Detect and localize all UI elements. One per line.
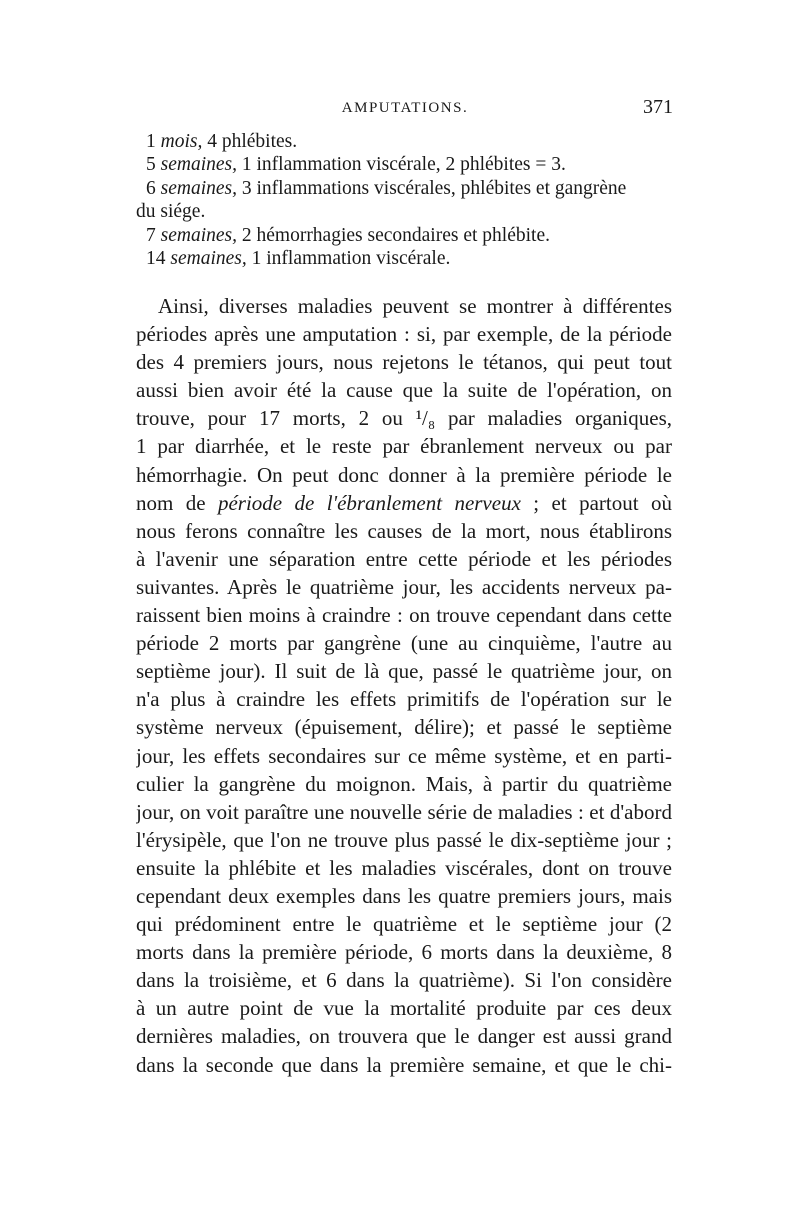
paragraph-line: l'érysipèle, que l'on ne trouve plus passé le dix-septième jour ; bbox=[136, 827, 672, 852]
body-paragraph bbox=[136, 292, 672, 1079]
list-line bbox=[136, 224, 672, 247]
list-unit: semaines, bbox=[160, 224, 237, 246]
list-line bbox=[136, 200, 672, 223]
list-number: 1 bbox=[146, 131, 156, 152]
list-text: du siége. bbox=[136, 201, 206, 223]
paragraph-line: périodes après une amputation : si, par exemple, de la période bbox=[136, 322, 672, 347]
paragraph-line: dans la seconde que dans la première semaine, et que le chi- bbox=[136, 1052, 672, 1077]
paragraph-line: ensuite la phlébite et les maladies viscérales, dont on trouve bbox=[136, 855, 672, 880]
list-line bbox=[136, 177, 672, 200]
list-text: 1 inflammation viscérale. bbox=[251, 247, 451, 269]
paragraph-line: cependant deux exemples dans les quatre premiers jours, mais bbox=[136, 883, 672, 908]
paragraph-line: à un autre point de vue la mortalité produite par ces deux bbox=[136, 996, 672, 1021]
list-unit: semaines, bbox=[160, 177, 237, 199]
paragraph-line: des 4 premiers jours, nous rejetons le tétanos, qui peut tout bbox=[136, 350, 672, 375]
paragraph-line: trouve, pour 17 morts, 2 ou ¹/₈ par maladies organiques, bbox=[136, 406, 672, 431]
paragraph-line: aussi bien avoir été la cause que la suite de l'opération, on bbox=[136, 378, 672, 403]
paragraph-line: système nerveux (épuisement, délire); et passé le septième bbox=[136, 715, 672, 740]
list-number: 5 bbox=[146, 154, 156, 176]
paragraph-line: culier la gangrène du moignon. Mais, à partir du quatrième bbox=[136, 771, 672, 796]
paragraph-line: jour, les effets secondaires sur ce même système, et en parti- bbox=[136, 743, 672, 768]
paragraph-line: hémorrhagie. On peut donc donner à la première période le bbox=[136, 462, 672, 487]
list-number: 6 bbox=[146, 177, 156, 199]
paragraph-line: suivantes. Après le quatrième jour, les accidents nerveux pa- bbox=[136, 574, 672, 599]
list-text: 4 phlébites. bbox=[207, 131, 298, 152]
paragraph-line: à l'avenir une séparation entre cette période et les périodes bbox=[136, 546, 672, 571]
list-unit: semaines, bbox=[160, 154, 237, 176]
list-line bbox=[136, 153, 672, 176]
paragraph-line: dernières maladies, on trouvera que le danger est aussi grand bbox=[136, 1024, 672, 1049]
italic-phrase: période de l'ébranlement nerveux bbox=[217, 490, 521, 515]
list-line bbox=[136, 130, 672, 153]
page-number: 371 bbox=[643, 96, 673, 118]
mortality-list bbox=[136, 130, 672, 270]
page-header bbox=[137, 96, 673, 126]
list-text: 3 inflammations viscérales, phlébites et gangrène bbox=[241, 177, 627, 199]
paragraph-line: période 2 morts par gangrène (une au cinquième, l'autre au bbox=[136, 631, 672, 656]
list-line bbox=[136, 247, 672, 270]
paragraph-line: dans la troisième, et 6 dans la quatrième). Si l'on considère bbox=[136, 968, 672, 993]
running-head: AMPUTATIONS. bbox=[341, 100, 469, 116]
list-unit: semaines, bbox=[170, 247, 247, 269]
list-number: 14 bbox=[146, 247, 166, 269]
paragraph-line: qui prédominent entre le quatrième et le septième jour (2 bbox=[136, 912, 672, 937]
paragraph-line: jour, on voit paraître une nouvelle série de maladies : et d'abord bbox=[136, 799, 672, 824]
paragraph-line: 1 par diarrhée, et le reste par ébranlement nerveux ou par bbox=[136, 434, 672, 459]
paragraph-line: nom de période de l'ébranlement nerveux ; et partout où bbox=[136, 490, 672, 515]
paragraph-line: morts dans la première période, 6 morts dans la deuxième, 8 bbox=[136, 940, 672, 965]
list-text: 2 hémorrhagies secondaires et phlébite. bbox=[241, 224, 550, 246]
paragraph-line: raissent bien moins à craindre : on trouve cependant dans cette bbox=[136, 603, 672, 628]
paragraph-line: n'a plus à craindre les effets primitifs de l'opération sur le bbox=[136, 687, 672, 712]
list-unit: mois, bbox=[160, 131, 203, 152]
paragraph-line: septième jour). Il suit de là que, passé le quatrième jour, on bbox=[136, 659, 672, 684]
paragraph-line: Ainsi, diverses maladies peuvent se montrer à différentes bbox=[158, 294, 672, 318]
list-number: 7 bbox=[146, 224, 156, 246]
list-text: 1 inflammation viscérale, 2 phlébites = 3. bbox=[241, 154, 566, 176]
paragraph-line: nous ferons connaître les causes de la mort, nous établirons bbox=[136, 518, 672, 543]
